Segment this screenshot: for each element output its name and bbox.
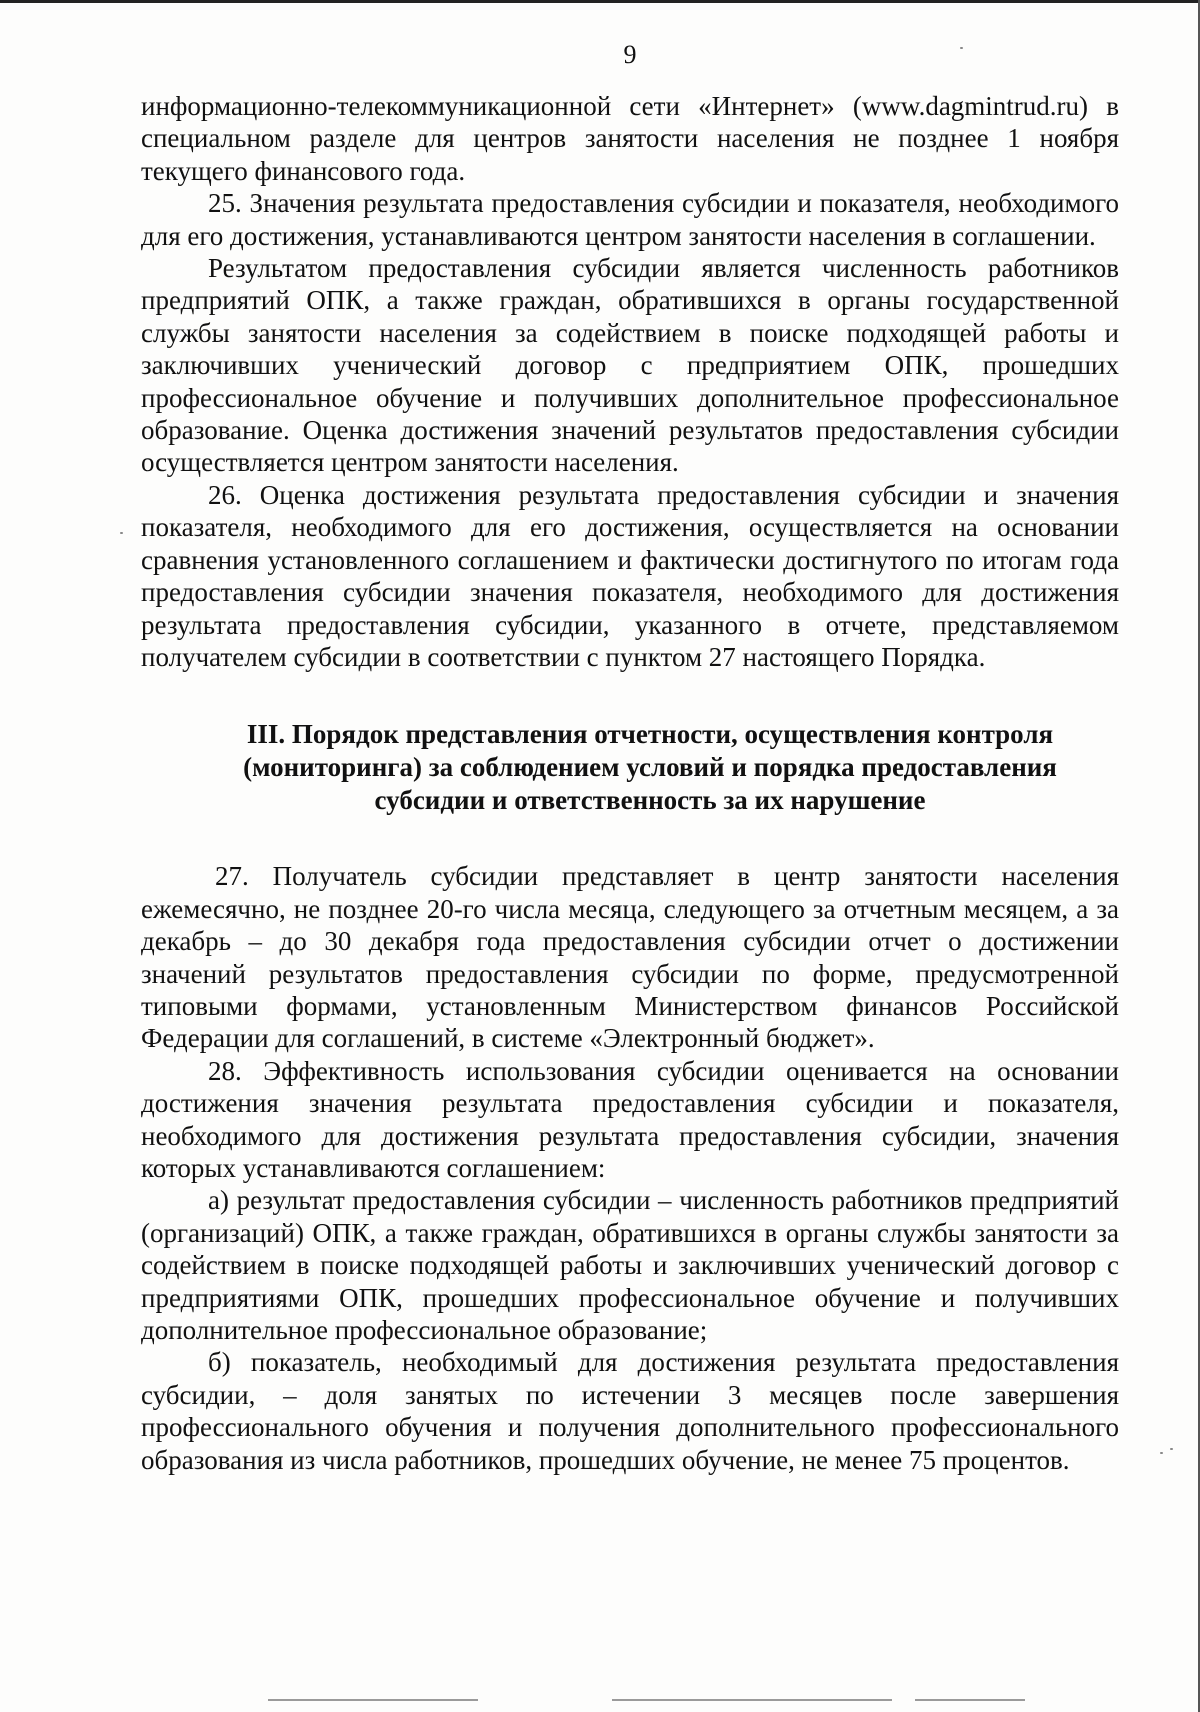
scan-artifact-line [612, 1699, 892, 1701]
scan-speck [120, 532, 123, 534]
paragraph-continuation: информационно-телекоммуникационной сети «Интернет» (www.dagmintrud.ru) в специальном разделе для центров занятости населения не позднее 1 ноября текущего финансового года. [141, 91, 1119, 186]
scan-speck [1160, 1452, 1163, 1454]
scan-speck [960, 47, 963, 49]
paragraph-28: 28. Эффективность использования субсидии оценивается на основании достижения значения результата предоставления субсидии и показателя, необходимого для достижения результата предоставления субсидии, значения которых устанавливаются соглашением: [141, 1055, 1119, 1183]
paragraph-27: 27. Получатель субсидии представляет в центр занятости населения ежемесячно, не позднее 20-го числа месяца, следующего за отчетным месяцем, а за декабрь – до 30 декабря года предоставления субсидии отчет о достижении значений результатов предоставления субсидии по форме, предусмотренной типовыми формами, установленным Министерством финансов Российской Федерации для соглашений, в системе «Электронный бюджет». [141, 861, 1119, 1054]
scan-speck [1170, 1448, 1173, 1450]
scan-artifact-line [268, 1699, 478, 1701]
paragraph-25: 25. Значения результата предоставления субсидии и показателя, необходимого для его достижения, устанавливаются центром занятости населения в соглашении. [141, 188, 1119, 251]
paragraph-28-b: б) показатель, необходимый для достижения результата предоставления субсидии, – доля занятых по истечении 3 месяцев после завершения профессионального обучения и получения дополнительного профессионального образования из числа работников, прошедших обучение, не менее 75 процентов. [141, 1347, 1119, 1475]
document-body [141, 90, 1119, 1476]
section-heading-line-2: (мониторинга) за соблюдением условий и порядка предоставления [243, 752, 1057, 783]
section-heading-line-3: субсидии и ответственность за их нарушение [374, 785, 926, 816]
paragraph-result: Результатом предоставления субсидии является численность работников предприятий ОПК, а также граждан, обратившихся в органы государственной службы занятости населения за содействием в поиске подходящей работы и заключивших ученический договор с предприятием ОПК, прошедших профессиональное обучение и получивших дополнительное профессиональное образование. Оценка достижения значений результатов предоставления субсидии осуществляется центром занятости населения. [141, 253, 1119, 478]
paragraph-26: 26. Оценка достижения результата предоставления субсидии и значения показателя, необходимого для его достижения, осуществляется на основании сравнения установленного соглашением и фактически достигнутого по итогам года предоставления субсидии значения показателя, необходимого для достижения результата предоставления субсидии, указанного в отчете, представляемом получателем субсидии в соответствии с пунктом 27 настоящего Порядка. [141, 479, 1119, 672]
section-heading-line-1: III. Порядок представления отчетности, осуществления контроля [246, 719, 1054, 750]
page-number: 9 [623, 40, 637, 69]
section-heading [141, 718, 1119, 817]
scan-edge-top [0, 0, 1200, 3]
paragraph-28-a: а) результат предоставления субсидии – численность работников предприятий (организаций) ОПК, а также граждан, обратившихся в органы службы занятости за содействием в поиске подходящей работы и заключивших ученический договор с предприятиями ОПК, прошедших профессиональное обучение и получивших дополнительное профессиональное образование; [141, 1185, 1119, 1345]
scan-artifact-line [915, 1699, 1025, 1701]
